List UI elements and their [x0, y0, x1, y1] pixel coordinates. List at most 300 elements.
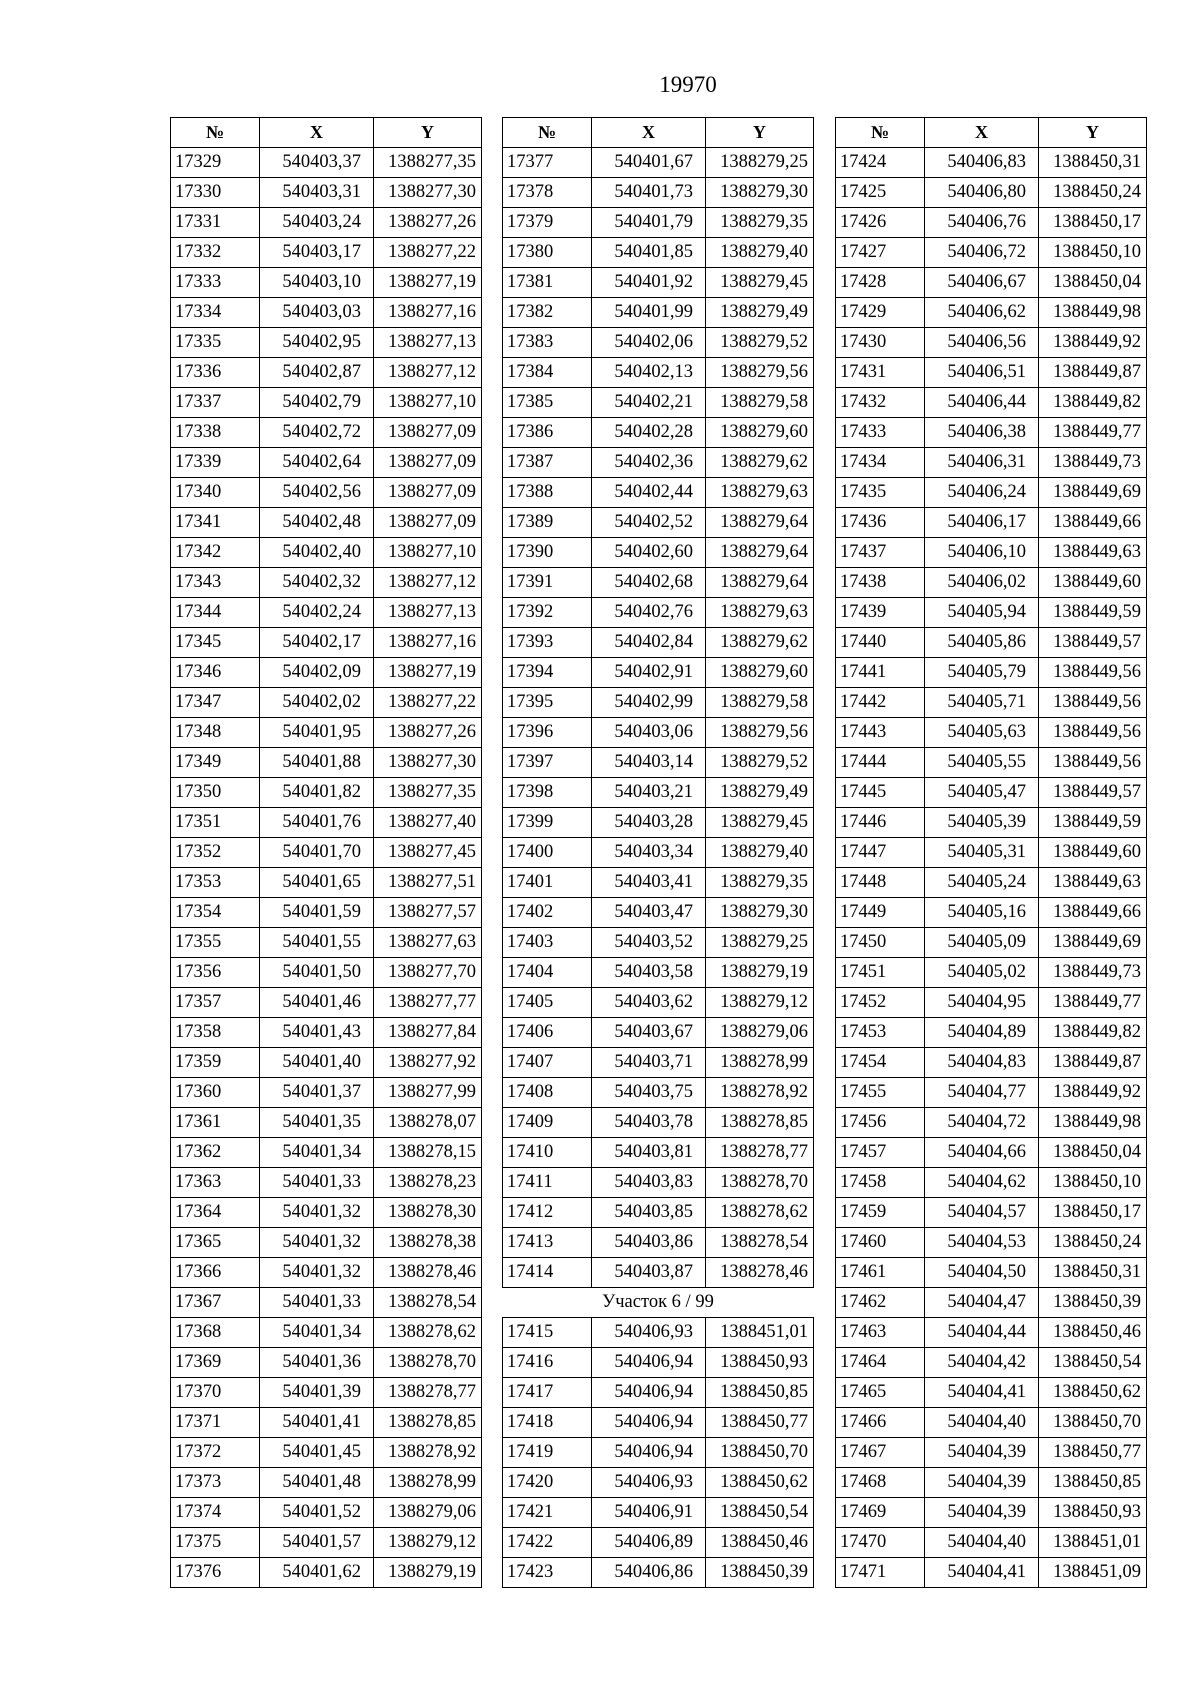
x-coordinate-cell: 540404,66 [925, 1138, 1039, 1168]
point-number-cell: 17451 [836, 958, 925, 988]
x-coordinate-cell: 540401,88 [260, 748, 374, 778]
point-number-cell: 17393 [503, 628, 592, 658]
y-coordinate-cell: 1388449,92 [1039, 328, 1147, 358]
x-coordinate-cell: 540406,91 [592, 1498, 706, 1528]
point-number-cell: 17445 [836, 778, 925, 808]
table-row [171, 1228, 482, 1258]
point-number-cell: 17443 [836, 718, 925, 748]
y-coordinate-cell: 1388449,60 [1039, 568, 1147, 598]
x-coordinate-cell: 540404,50 [925, 1258, 1039, 1288]
x-coordinate-cell: 540406,17 [925, 508, 1039, 538]
table-row [503, 418, 814, 448]
y-coordinate-cell: 1388279,45 [706, 808, 814, 838]
point-number-cell: 17420 [503, 1468, 592, 1498]
x-coordinate-cell: 540406,10 [925, 538, 1039, 568]
y-coordinate-cell: 1388279,60 [706, 418, 814, 448]
y-coordinate-cell: 1388450,04 [1039, 268, 1147, 298]
y-coordinate-cell: 1388450,04 [1039, 1138, 1147, 1168]
table-row [503, 1498, 814, 1528]
point-number-cell: 17348 [171, 718, 260, 748]
y-coordinate-cell: 1388279,30 [706, 178, 814, 208]
x-coordinate-cell: 540406,94 [592, 1378, 706, 1408]
x-coordinate-cell: 540401,37 [260, 1078, 374, 1108]
y-coordinate-cell: 1388449,69 [1039, 928, 1147, 958]
coordinate-table [835, 117, 1147, 1588]
y-coordinate-cell: 1388279,40 [706, 238, 814, 268]
y-coordinate-cell: 1388278,38 [374, 1228, 482, 1258]
x-coordinate-cell: 540404,39 [925, 1438, 1039, 1468]
table-row [836, 778, 1147, 808]
point-number-cell: 17430 [836, 328, 925, 358]
y-coordinate-cell: 1388279,19 [706, 958, 814, 988]
table-row [836, 958, 1147, 988]
point-number-cell: 17386 [503, 418, 592, 448]
y-coordinate-cell: 1388277,26 [374, 208, 482, 238]
table-row [503, 1018, 814, 1048]
y-coordinate-cell: 1388277,09 [374, 418, 482, 448]
table-row [836, 1018, 1147, 1048]
x-coordinate-cell: 540403,47 [592, 898, 706, 928]
point-number-cell: 17440 [836, 628, 925, 658]
point-number-cell: 17331 [171, 208, 260, 238]
header-number: № [836, 118, 925, 148]
x-coordinate-cell: 540402,56 [260, 478, 374, 508]
point-number-cell: 17381 [503, 268, 592, 298]
point-number-cell: 17343 [171, 568, 260, 598]
y-coordinate-cell: 1388450,85 [1039, 1468, 1147, 1498]
x-coordinate-cell: 540401,70 [260, 838, 374, 868]
table-row [836, 988, 1147, 1018]
table-row [836, 688, 1147, 718]
x-coordinate-cell: 540406,24 [925, 478, 1039, 508]
table-row [836, 1468, 1147, 1498]
y-coordinate-cell: 1388279,06 [374, 1498, 482, 1528]
point-number-cell: 17349 [171, 748, 260, 778]
table-row [836, 808, 1147, 838]
x-coordinate-cell: 540401,65 [260, 868, 374, 898]
y-coordinate-cell: 1388277,35 [374, 778, 482, 808]
x-coordinate-cell: 540406,94 [592, 1438, 706, 1468]
x-coordinate-cell: 540404,57 [925, 1198, 1039, 1228]
y-coordinate-cell: 1388279,12 [706, 988, 814, 1018]
point-number-cell: 17433 [836, 418, 925, 448]
x-coordinate-cell: 540406,94 [592, 1408, 706, 1438]
y-coordinate-cell: 1388277,35 [374, 148, 482, 178]
point-number-cell: 17359 [171, 1048, 260, 1078]
table-row [503, 328, 814, 358]
point-number-cell: 17461 [836, 1258, 925, 1288]
y-coordinate-cell: 1388450,39 [706, 1558, 814, 1588]
point-number-cell: 17398 [503, 778, 592, 808]
x-coordinate-cell: 540402,13 [592, 358, 706, 388]
point-number-cell: 17441 [836, 658, 925, 688]
table-row [503, 1258, 814, 1288]
point-number-cell: 17417 [503, 1378, 592, 1408]
x-coordinate-cell: 540403,03 [260, 298, 374, 328]
table-row [836, 898, 1147, 928]
table-row [836, 1348, 1147, 1378]
point-number-cell: 17435 [836, 478, 925, 508]
x-coordinate-cell: 540403,85 [592, 1198, 706, 1228]
header-x: X [592, 118, 706, 148]
table-row [171, 688, 482, 718]
y-coordinate-cell: 1388279,60 [706, 658, 814, 688]
y-coordinate-cell: 1388450,39 [1039, 1288, 1147, 1318]
header-x: X [925, 118, 1039, 148]
y-coordinate-cell: 1388449,60 [1039, 838, 1147, 868]
x-coordinate-cell: 540403,71 [592, 1048, 706, 1078]
table-row [171, 508, 482, 538]
y-coordinate-cell: 1388450,77 [706, 1408, 814, 1438]
table-row [836, 1318, 1147, 1348]
x-coordinate-cell: 540402,17 [260, 628, 374, 658]
point-number-cell: 17470 [836, 1528, 925, 1558]
table-row [836, 178, 1147, 208]
table-row [503, 1078, 814, 1108]
point-number-cell: 17422 [503, 1528, 592, 1558]
y-coordinate-cell: 1388279,52 [706, 328, 814, 358]
x-coordinate-cell: 540401,32 [260, 1198, 374, 1228]
table-row [836, 1048, 1147, 1078]
table-row [171, 1048, 482, 1078]
point-number-cell: 17455 [836, 1078, 925, 1108]
point-number-cell: 17421 [503, 1498, 592, 1528]
point-number-cell: 17335 [171, 328, 260, 358]
x-coordinate-cell: 540406,86 [592, 1558, 706, 1588]
x-coordinate-cell: 540402,72 [260, 418, 374, 448]
table-row [503, 178, 814, 208]
coordinate-table [170, 117, 482, 1588]
x-coordinate-cell: 540405,94 [925, 598, 1039, 628]
y-coordinate-cell: 1388278,46 [706, 1258, 814, 1288]
y-coordinate-cell: 1388277,63 [374, 928, 482, 958]
x-coordinate-cell: 540401,48 [260, 1468, 374, 1498]
point-number-cell: 17364 [171, 1198, 260, 1228]
table-row [171, 1528, 482, 1558]
x-coordinate-cell: 540405,31 [925, 838, 1039, 868]
x-coordinate-cell: 540401,59 [260, 898, 374, 928]
table-row [503, 598, 814, 628]
y-coordinate-cell: 1388278,99 [706, 1048, 814, 1078]
y-coordinate-cell: 1388449,57 [1039, 628, 1147, 658]
table-row [171, 1018, 482, 1048]
y-coordinate-cell: 1388277,16 [374, 298, 482, 328]
point-number-cell: 17444 [836, 748, 925, 778]
point-number-cell: 17425 [836, 178, 925, 208]
table-row [836, 1378, 1147, 1408]
table-row [171, 748, 482, 778]
point-number-cell: 17403 [503, 928, 592, 958]
point-number-cell: 17329 [171, 148, 260, 178]
point-number-cell: 17352 [171, 838, 260, 868]
x-coordinate-cell: 540403,24 [260, 208, 374, 238]
table-row [836, 868, 1147, 898]
point-number-cell: 17353 [171, 868, 260, 898]
point-number-cell: 17389 [503, 508, 592, 538]
table-row [503, 508, 814, 538]
y-coordinate-cell: 1388277,10 [374, 538, 482, 568]
table-row [503, 838, 814, 868]
x-coordinate-cell: 540403,75 [592, 1078, 706, 1108]
y-coordinate-cell: 1388277,84 [374, 1018, 482, 1048]
x-coordinate-cell: 540401,32 [260, 1228, 374, 1258]
table-row [503, 1228, 814, 1258]
x-coordinate-cell: 540403,34 [592, 838, 706, 868]
table-header-row [503, 118, 814, 148]
table-row [836, 538, 1147, 568]
y-coordinate-cell: 1388449,56 [1039, 658, 1147, 688]
y-coordinate-cell: 1388278,85 [374, 1408, 482, 1438]
y-coordinate-cell: 1388279,35 [706, 868, 814, 898]
y-coordinate-cell: 1388450,62 [1039, 1378, 1147, 1408]
x-coordinate-cell: 540406,02 [925, 568, 1039, 598]
y-coordinate-cell: 1388277,51 [374, 868, 482, 898]
table-row [503, 478, 814, 508]
table-row [836, 1078, 1147, 1108]
table-row [503, 298, 814, 328]
x-coordinate-cell: 540402,76 [592, 598, 706, 628]
x-coordinate-cell: 540404,72 [925, 1108, 1039, 1138]
point-number-cell: 17371 [171, 1408, 260, 1438]
point-number-cell: 17412 [503, 1198, 592, 1228]
point-number-cell: 17427 [836, 238, 925, 268]
x-coordinate-cell: 540406,83 [925, 148, 1039, 178]
point-number-cell: 17411 [503, 1168, 592, 1198]
y-coordinate-cell: 1388278,99 [374, 1468, 482, 1498]
point-number-cell: 17362 [171, 1138, 260, 1168]
point-number-cell: 17397 [503, 748, 592, 778]
table-row [503, 1318, 814, 1348]
point-number-cell: 17346 [171, 658, 260, 688]
table-row [171, 958, 482, 988]
y-coordinate-cell: 1388451,09 [1039, 1558, 1147, 1588]
table-header-row [836, 118, 1147, 148]
point-number-cell: 17428 [836, 268, 925, 298]
table-row [171, 988, 482, 1018]
y-coordinate-cell: 1388277,99 [374, 1078, 482, 1108]
x-coordinate-cell: 540404,95 [925, 988, 1039, 1018]
point-number-cell: 17360 [171, 1078, 260, 1108]
x-coordinate-cell: 540403,87 [592, 1258, 706, 1288]
y-coordinate-cell: 1388278,77 [706, 1138, 814, 1168]
y-coordinate-cell: 1388277,40 [374, 808, 482, 838]
y-coordinate-cell: 1388450,54 [706, 1498, 814, 1528]
table-row [503, 538, 814, 568]
table-row [503, 238, 814, 268]
x-coordinate-cell: 540403,58 [592, 958, 706, 988]
table-row [836, 1108, 1147, 1138]
table-row [836, 1288, 1147, 1318]
y-coordinate-cell: 1388278,62 [706, 1198, 814, 1228]
x-coordinate-cell: 540406,44 [925, 388, 1039, 418]
y-coordinate-cell: 1388449,73 [1039, 958, 1147, 988]
x-coordinate-cell: 540405,63 [925, 718, 1039, 748]
table-row [836, 628, 1147, 658]
table-row [836, 1498, 1147, 1528]
y-coordinate-cell: 1388449,82 [1039, 388, 1147, 418]
point-number-cell: 17418 [503, 1408, 592, 1438]
point-number-cell: 17391 [503, 568, 592, 598]
table-row [836, 148, 1147, 178]
point-number-cell: 17416 [503, 1348, 592, 1378]
point-number-cell: 17459 [836, 1198, 925, 1228]
x-coordinate-cell: 540401,45 [260, 1438, 374, 1468]
x-coordinate-cell: 540402,28 [592, 418, 706, 448]
point-number-cell: 17408 [503, 1078, 592, 1108]
y-coordinate-cell: 1388279,06 [706, 1018, 814, 1048]
x-coordinate-cell: 540404,41 [925, 1378, 1039, 1408]
table-row [503, 628, 814, 658]
y-coordinate-cell: 1388279,63 [706, 598, 814, 628]
y-coordinate-cell: 1388279,63 [706, 478, 814, 508]
y-coordinate-cell: 1388449,98 [1039, 298, 1147, 328]
table-row [171, 208, 482, 238]
table-row [836, 748, 1147, 778]
table-row [171, 1108, 482, 1138]
point-number-cell: 17447 [836, 838, 925, 868]
y-coordinate-cell: 1388449,98 [1039, 1108, 1147, 1138]
point-number-cell: 17369 [171, 1348, 260, 1378]
x-coordinate-cell: 540406,94 [592, 1348, 706, 1378]
y-coordinate-cell: 1388278,54 [374, 1288, 482, 1318]
x-coordinate-cell: 540403,14 [592, 748, 706, 778]
table-row [171, 538, 482, 568]
x-coordinate-cell: 540406,51 [925, 358, 1039, 388]
x-coordinate-cell: 540404,47 [925, 1288, 1039, 1318]
point-number-cell: 17347 [171, 688, 260, 718]
x-coordinate-cell: 540402,91 [592, 658, 706, 688]
y-coordinate-cell: 1388277,19 [374, 658, 482, 688]
point-number-cell: 17378 [503, 178, 592, 208]
point-number-cell: 17460 [836, 1228, 925, 1258]
point-number-cell: 17372 [171, 1438, 260, 1468]
point-number-cell: 17402 [503, 898, 592, 928]
y-coordinate-cell: 1388277,57 [374, 898, 482, 928]
x-coordinate-cell: 540406,38 [925, 418, 1039, 448]
x-coordinate-cell: 540405,09 [925, 928, 1039, 958]
x-coordinate-cell: 540406,76 [925, 208, 1039, 238]
x-coordinate-cell: 540401,36 [260, 1348, 374, 1378]
table-row [171, 298, 482, 328]
table-row [171, 268, 482, 298]
y-coordinate-cell: 1388451,01 [1039, 1528, 1147, 1558]
table-row [503, 778, 814, 808]
table-row [503, 1168, 814, 1198]
y-coordinate-cell: 1388450,46 [706, 1528, 814, 1558]
point-number-cell: 17466 [836, 1408, 925, 1438]
point-number-cell: 17361 [171, 1108, 260, 1138]
x-coordinate-cell: 540401,99 [592, 298, 706, 328]
point-number-cell: 17336 [171, 358, 260, 388]
x-coordinate-cell: 540401,95 [260, 718, 374, 748]
header-number: № [171, 118, 260, 148]
table-row [171, 1078, 482, 1108]
table-row [171, 1408, 482, 1438]
point-number-cell: 17419 [503, 1438, 592, 1468]
point-number-cell: 17431 [836, 358, 925, 388]
x-coordinate-cell: 540403,62 [592, 988, 706, 1018]
x-coordinate-cell: 540401,85 [592, 238, 706, 268]
table-row [171, 718, 482, 748]
y-coordinate-cell: 1388279,56 [706, 718, 814, 748]
table-row [836, 328, 1147, 358]
y-coordinate-cell: 1388451,01 [706, 1318, 814, 1348]
x-coordinate-cell: 540401,92 [592, 268, 706, 298]
x-coordinate-cell: 540402,99 [592, 688, 706, 718]
table-row [836, 238, 1147, 268]
table-row [503, 1468, 814, 1498]
y-coordinate-cell: 1388279,40 [706, 838, 814, 868]
table-row [503, 1438, 814, 1468]
header-number: № [503, 118, 592, 148]
x-coordinate-cell: 540405,02 [925, 958, 1039, 988]
point-number-cell: 17375 [171, 1528, 260, 1558]
x-coordinate-cell: 540402,84 [592, 628, 706, 658]
table-row [503, 1138, 814, 1168]
y-coordinate-cell: 1388449,56 [1039, 688, 1147, 718]
table-row [503, 448, 814, 478]
point-number-cell: 17338 [171, 418, 260, 448]
x-coordinate-cell: 540403,21 [592, 778, 706, 808]
y-coordinate-cell: 1388450,77 [1039, 1438, 1147, 1468]
y-coordinate-cell: 1388279,12 [374, 1528, 482, 1558]
x-coordinate-cell: 540401,52 [260, 1498, 374, 1528]
y-coordinate-cell: 1388449,59 [1039, 598, 1147, 628]
y-coordinate-cell: 1388277,92 [374, 1048, 482, 1078]
point-number-cell: 17382 [503, 298, 592, 328]
x-coordinate-cell: 540401,33 [260, 1168, 374, 1198]
x-coordinate-cell: 540401,43 [260, 1018, 374, 1048]
table-row [171, 1378, 482, 1408]
x-coordinate-cell: 540404,41 [925, 1558, 1039, 1588]
table-row [836, 508, 1147, 538]
y-coordinate-cell: 1388277,13 [374, 598, 482, 628]
x-coordinate-cell: 540406,93 [592, 1318, 706, 1348]
point-number-cell: 17404 [503, 958, 592, 988]
table-row [171, 658, 482, 688]
point-number-cell: 17401 [503, 868, 592, 898]
y-coordinate-cell: 1388279,64 [706, 538, 814, 568]
y-coordinate-cell: 1388278,77 [374, 1378, 482, 1408]
x-coordinate-cell: 540401,46 [260, 988, 374, 1018]
table-row [171, 1438, 482, 1468]
y-coordinate-cell: 1388278,07 [374, 1108, 482, 1138]
table-row [171, 1498, 482, 1528]
y-coordinate-cell: 1388277,70 [374, 958, 482, 988]
header-y: Y [1039, 118, 1147, 148]
y-coordinate-cell: 1388450,93 [1039, 1498, 1147, 1528]
x-coordinate-cell: 540406,67 [925, 268, 1039, 298]
y-coordinate-cell: 1388277,10 [374, 388, 482, 418]
y-coordinate-cell: 1388449,56 [1039, 718, 1147, 748]
y-coordinate-cell: 1388450,62 [706, 1468, 814, 1498]
y-coordinate-cell: 1388279,58 [706, 388, 814, 418]
table-row [503, 1108, 814, 1138]
table-row [171, 1558, 482, 1588]
point-number-cell: 17358 [171, 1018, 260, 1048]
x-coordinate-cell: 540404,62 [925, 1168, 1039, 1198]
y-coordinate-cell: 1388279,25 [706, 148, 814, 178]
table-row [503, 688, 814, 718]
point-number-cell: 17399 [503, 808, 592, 838]
point-number-cell: 17374 [171, 1498, 260, 1528]
table-row [503, 268, 814, 298]
x-coordinate-cell: 540404,89 [925, 1018, 1039, 1048]
table-row [503, 868, 814, 898]
table-row [171, 898, 482, 928]
y-coordinate-cell: 1388450,46 [1039, 1318, 1147, 1348]
y-coordinate-cell: 1388450,24 [1039, 1228, 1147, 1258]
